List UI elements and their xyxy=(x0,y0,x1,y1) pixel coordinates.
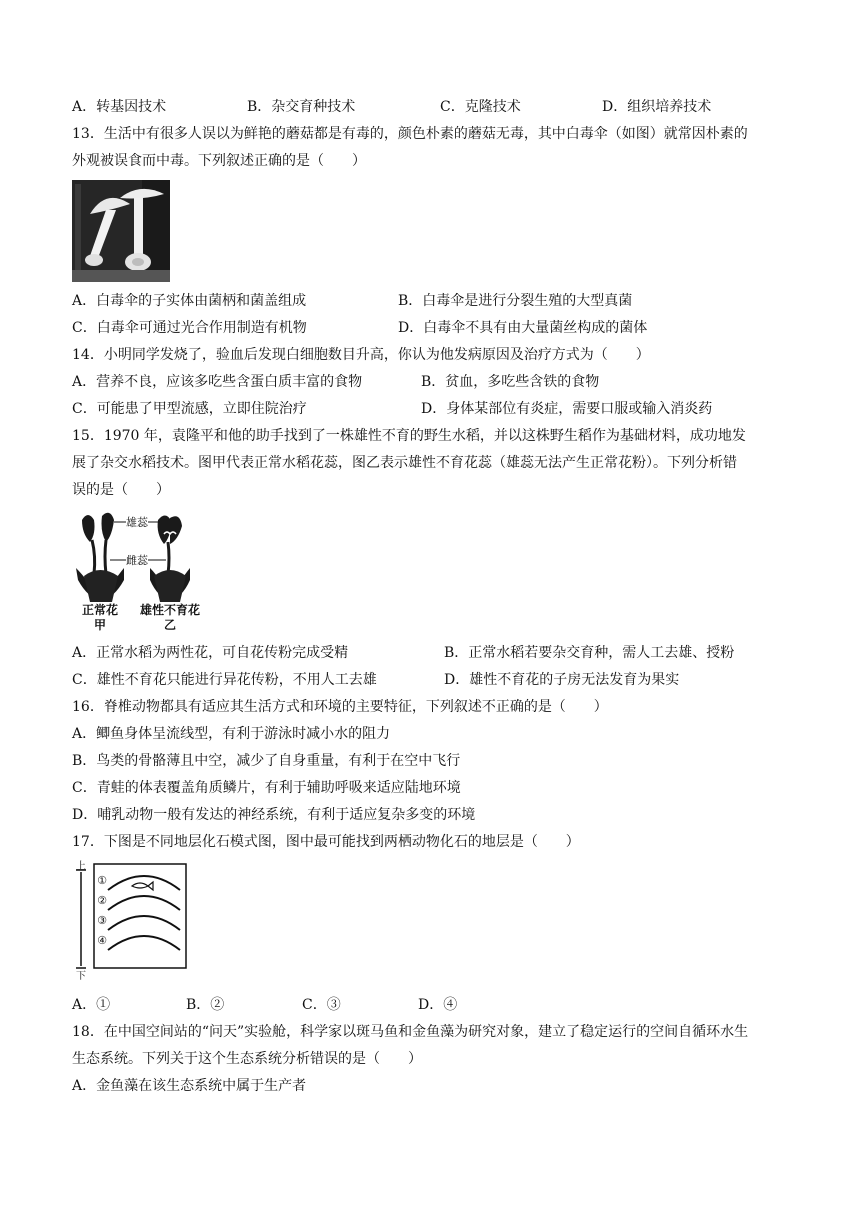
layer-label-4: ④ xyxy=(97,934,107,947)
q14-stem: 14．小明同学发烧了，验血后发现白细胞数目升高，你认为他发病原因及治疗方式为（ ） xyxy=(72,347,650,363)
q17-option-d: D．④ xyxy=(418,997,458,1013)
layer-label-3: ③ xyxy=(97,914,107,927)
label-sterile-flower-sub: 乙 xyxy=(163,618,177,632)
q17-option-c: C．③ xyxy=(302,997,341,1013)
q16-option-d: D．哺乳动物一般有发达的神经系统，有利于适应复杂多变的环境 xyxy=(72,807,476,823)
label-normal-flower: 正常花 xyxy=(81,603,119,617)
q13-option-c: C．白毒伞可通过光合作用制造有机物 xyxy=(72,320,307,336)
q18-option-a: A．金鱼藻在该生态系统中属于生产者 xyxy=(72,1078,307,1094)
q15-options-row2 xyxy=(72,670,679,690)
layer-label-2: ② xyxy=(97,894,107,907)
layer-label-1: ① xyxy=(97,874,107,887)
q17-option-b: B．② xyxy=(186,997,225,1013)
q14-options-row2 xyxy=(72,399,712,419)
q16-stem: 16．脊椎动物都具有适应其生活方式和环境的主要特征，下列叙述不正确的是（ ） xyxy=(72,699,608,715)
q15-stem-line3: 误的是（ ） xyxy=(72,482,170,498)
q12-option-b: B．杂交育种技术 xyxy=(247,99,356,115)
q15-option-c: C．雄性不育花只能进行异花传粉，不用人工去雄 xyxy=(72,672,377,688)
q16-option-c: C．青蛙的体表覆盖角质鳞片，有利于辅助呼吸来适应陆地环境 xyxy=(72,780,461,796)
q18-stem-line2: 生态系统。下列关于这个生态系统分析错误的是（ ） xyxy=(72,1051,422,1067)
q16-option-a: A．鲫鱼身体呈流线型，有利于游泳时减小水的阻力 xyxy=(72,726,391,742)
label-sterile-flower: 雄性不育花 xyxy=(139,603,201,617)
q12-option-d: D．组织培养技术 xyxy=(602,99,712,115)
q13-option-d: D．白毒伞不具有由大量菌丝构成的菌体 xyxy=(398,320,648,336)
q13-option-a: A．白毒伞的子实体由菌柄和菌盖组成 xyxy=(72,293,307,309)
q15-stem-line2: 展了杂交水稻技术。图甲代表正常水稻花蕊，图乙表示雄性不育花蕊（雄蕊无法产生正常花粉）。下列分析错 xyxy=(72,455,737,471)
label-bottom: 下 xyxy=(76,971,86,980)
q12-option-a: A．转基因技术 xyxy=(72,99,167,115)
q17-options xyxy=(72,995,457,1015)
q14-options-row1 xyxy=(72,372,599,392)
q15-option-d: D．雄性不育花的子房无法发育为果实 xyxy=(444,672,680,688)
q13-options-row1 xyxy=(72,291,632,311)
mushroom-photo xyxy=(72,180,170,282)
q18-stem-line1: 18．在中国空间站的“问天”实验舱，科学家以斑马鱼和金鱼藻为研究对象，建立了稳定运行的空间自循环水生 xyxy=(72,1024,749,1040)
q13-option-b: B．白毒伞是进行分裂生殖的大型真菌 xyxy=(398,293,633,309)
q14-option-d: D．身体某部位有炎症，需要口服或输入消炎药 xyxy=(421,401,713,417)
rice-flower-figure xyxy=(74,510,204,632)
q15-option-a: A．正常水稻为两性花，可自花传粉完成受精 xyxy=(72,645,349,661)
q16-option-b: B．鸟类的骨骼薄且中空，减少了自身重量，有利于在空中飞行 xyxy=(72,753,461,769)
q14-option-a: A．营养不良，应该多吃些含蛋白质丰富的食物 xyxy=(72,374,363,390)
q17-option-a: A．① xyxy=(72,997,111,1013)
q14-option-b: B．贫血，多吃些含铁的食物 xyxy=(421,374,600,390)
fossil-strata-figure xyxy=(72,860,192,980)
q12-option-c: C．克隆技术 xyxy=(440,99,521,115)
q13-stem-line2: 外观被误食而中毒。下列叙述正确的是（ ） xyxy=(72,153,366,169)
q14-option-c: C．可能患了甲型流感，立即住院治疗 xyxy=(72,401,307,417)
q15-stem-line1: 15．1970 年，袁隆平和他的助手找到了一株雄性不育的野生水稻，并以这株野生稻作为基础材料，成功地发 xyxy=(72,428,746,444)
q15-option-b: B．正常水稻若要杂交育种，需人工去雄、授粉 xyxy=(444,645,735,661)
q13-options-row2 xyxy=(72,318,647,338)
label-pistil: 雌蕊 xyxy=(126,554,148,567)
label-normal-flower-sub: 甲 xyxy=(93,618,107,632)
label-stamen: 雄蕊 xyxy=(126,516,148,529)
label-top: 上 xyxy=(76,861,86,872)
fish-fossil-icon xyxy=(132,883,148,888)
q13-stem-line1: 13．生活中有很多人误以为鲜艳的蘑菇都是有毒的，颜色朴素的蘑菇无毒，其中白毒伞（如图）就常因朴素的 xyxy=(72,126,748,142)
q17-stem: 17．下图是不同地层化石模式图，图中最可能找到两栖动物化石的地层是（ ） xyxy=(72,834,580,850)
q15-options-row1 xyxy=(72,643,734,663)
q12-options xyxy=(72,97,711,117)
